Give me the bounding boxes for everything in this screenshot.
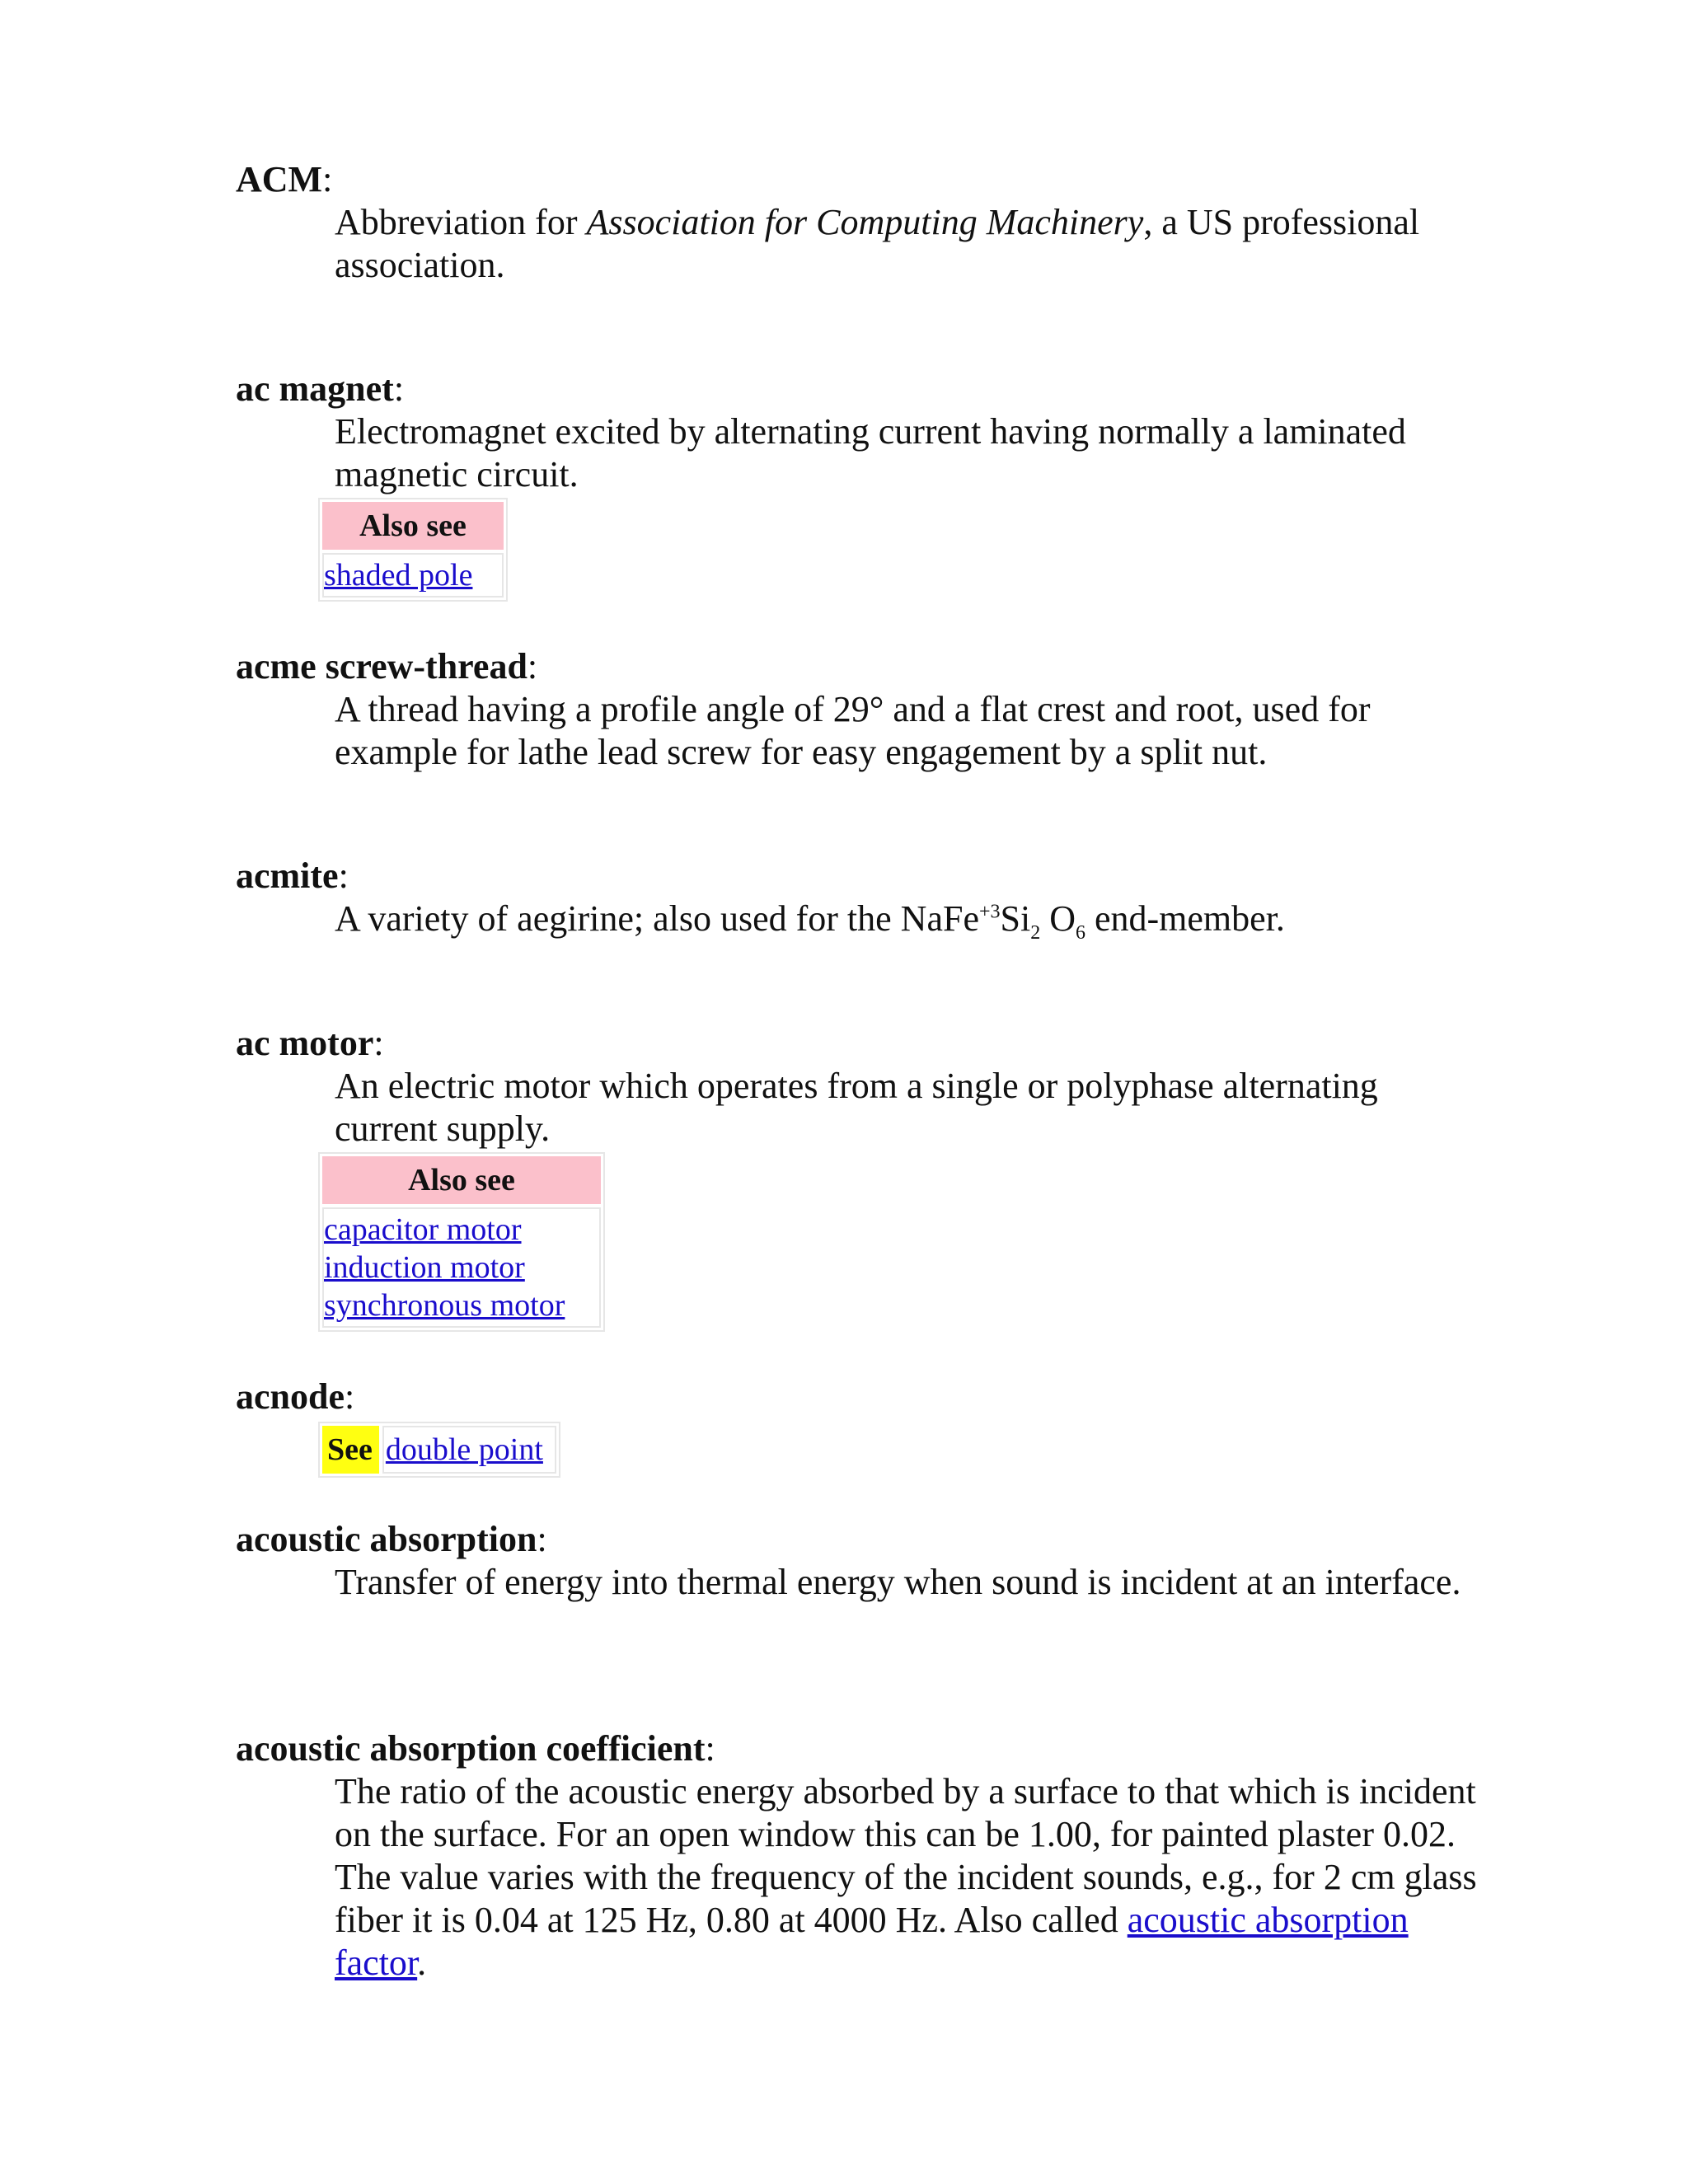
subscript-o: 6 <box>1076 921 1085 944</box>
glossary-entry-acoustic-absorption-coefficient <box>236 1727 1477 1985</box>
term-colon: : <box>393 368 405 409</box>
also-see-link-induction-motor[interactable]: induction motor <box>324 1250 525 1285</box>
term-line <box>236 1376 1472 1418</box>
term-line <box>236 1727 1472 1770</box>
term: acoustic absorption <box>236 1519 537 1559</box>
also-see-box <box>318 1152 605 1332</box>
term-line <box>236 1022 1472 1065</box>
also-see-box <box>318 498 508 602</box>
definition-text: end-member. <box>1085 898 1285 939</box>
see-label: See <box>322 1426 379 1474</box>
glossary-entry-acoustic-absorption <box>236 1518 1472 1604</box>
definition-text: Abbreviation for <box>335 202 587 242</box>
oxidation-state: +3 <box>978 901 1001 923</box>
definition: Electromagnet excited by alternating current having normally a laminated magnetic circuit. <box>335 411 1406 494</box>
definition-text: , a US professional association. <box>335 202 1420 285</box>
also-see-link-shaded-pole[interactable]: shaded pole <box>324 558 473 593</box>
term-colon: : <box>322 159 333 199</box>
also-see-list <box>322 553 504 598</box>
definition-italic: Association for Computing Machinery <box>586 202 1144 242</box>
definition <box>335 898 1489 944</box>
term-colon: : <box>373 1023 384 1063</box>
term-colon: : <box>338 855 349 896</box>
term-colon: : <box>705 1728 715 1769</box>
term-colon: : <box>537 1519 547 1559</box>
glossary-entry-acme-screw-thread <box>236 645 1472 774</box>
definition <box>335 1770 1489 1985</box>
term-line <box>236 158 1472 201</box>
subscript-si: 2 <box>1030 921 1041 944</box>
term: ACM <box>236 159 323 199</box>
definition-text: The ratio of the acoustic energy absorbed by a surface to that which is incident on the surface. For an open window this can be 1.00, for painted plaster 0.02. The value varies with the frequency of the incident sounds, e.g., for 2 cm glass fiber it is 0.04 at 125 Hz, 0.80 at 4000 Hz. Also called <box>335 1771 1477 1940</box>
term: ac magnet <box>236 368 394 409</box>
definition <box>335 201 1489 287</box>
term: acnode <box>236 1376 345 1417</box>
term-colon: : <box>527 646 538 687</box>
term-line <box>236 855 1472 898</box>
glossary-entry-ac-motor <box>236 1022 1472 1332</box>
definition-text: A variety of aegirine; also used for the NaFe <box>335 898 979 939</box>
term: acmite <box>236 855 339 896</box>
term-colon: : <box>345 1376 355 1417</box>
glossary-entry-acmite <box>236 855 1472 944</box>
definition-link-acoustic-absorption-factor[interactable]: acoustic absorption factor <box>335 1900 1409 1983</box>
also-see-header: Also see <box>322 1156 601 1204</box>
see-target <box>382 1426 556 1474</box>
term: acoustic absorption coefficient <box>236 1728 706 1769</box>
element-o: O <box>1040 898 1076 939</box>
also-see-link-capacitor-motor[interactable]: capacitor motor <box>324 1212 522 1247</box>
term-line <box>236 1518 1472 1561</box>
element-si: Si <box>1000 898 1031 939</box>
term-line <box>236 368 1472 410</box>
also-see-link-synchronous-motor[interactable]: synchronous motor <box>324 1288 565 1323</box>
see-link-double-point[interactable]: double point <box>385 1432 543 1467</box>
glossary-entry-acm <box>236 158 1472 287</box>
definition: Transfer of energy into thermal energy when sound is incident at an interface. <box>335 1562 1461 1602</box>
definition-text: . <box>417 1943 427 1983</box>
term: acme screw-thread <box>236 646 528 687</box>
glossary-entry-acnode <box>236 1376 1472 1478</box>
see-box <box>318 1422 560 1478</box>
term-line <box>236 645 1472 688</box>
glossary-entry-ac-magnet <box>236 368 1472 602</box>
also-see-list <box>322 1207 601 1328</box>
term: ac motor <box>236 1023 374 1063</box>
also-see-header: Also see <box>322 502 504 550</box>
definition: An electric motor which operates from a single or polyphase alternating current supply. <box>335 1066 1378 1149</box>
definition: A thread having a profile angle of 29° and a flat crest and root, used for example for lathe lead screw for easy engagement by a split nut. <box>335 689 1371 772</box>
